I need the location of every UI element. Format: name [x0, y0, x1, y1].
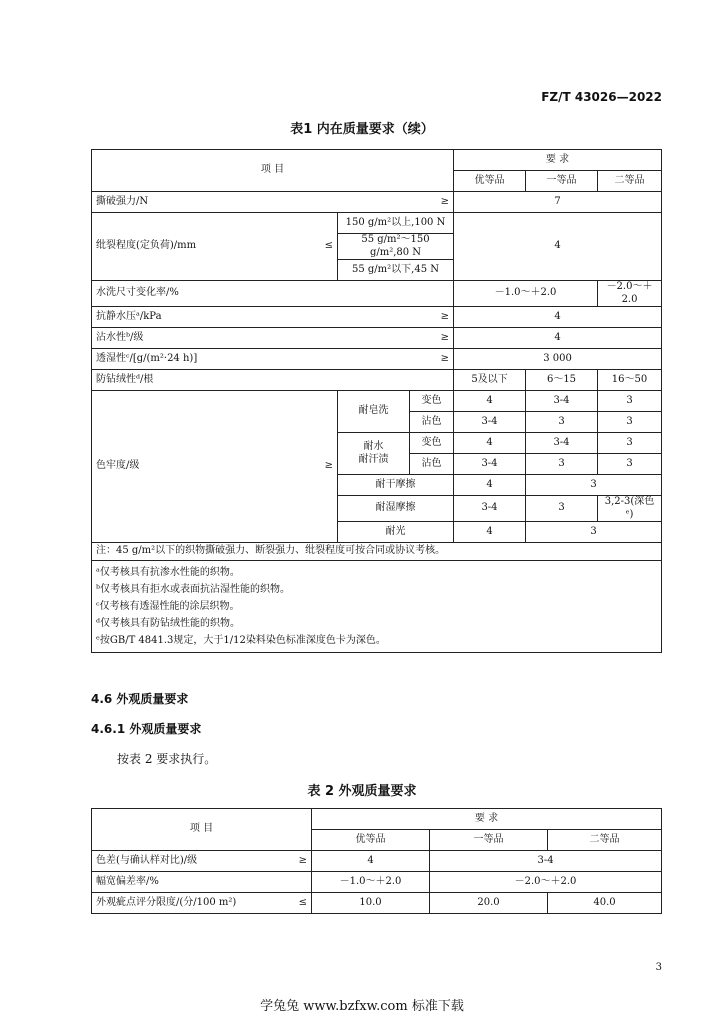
- row-value: 4: [454, 433, 526, 454]
- row-label: 沾水性ᵇ/级: [96, 331, 144, 343]
- row-label: 幅宽偏差率/%: [92, 872, 312, 893]
- footnote-c: ᶜ仅考核有透湿性能的涂层织物。: [96, 601, 240, 612]
- table1-grade-second: 二等品: [598, 171, 662, 192]
- seam-sub-condition: 150 g/m²以上,100 N: [338, 213, 454, 234]
- row-value: 3: [598, 391, 662, 412]
- row-value: 3: [526, 412, 598, 433]
- row-symbol: ≥: [324, 460, 333, 472]
- row-value: 20.0: [430, 893, 548, 914]
- row-value: 4: [454, 213, 662, 281]
- row-value: 3: [598, 454, 662, 475]
- table2-grade-second: 二等品: [548, 830, 662, 851]
- row-label: 水洗尺寸变化率/%: [92, 281, 454, 307]
- row-value: －2.0～＋2.0: [598, 281, 662, 307]
- row-value: 3: [598, 412, 662, 433]
- row-value: －2.0～＋2.0: [430, 872, 662, 893]
- row-value: 3: [526, 496, 598, 522]
- table2-grade-premium: 优等品: [312, 830, 430, 851]
- section-heading-4-6-1: 4.6.1 外观质量要求: [91, 722, 202, 736]
- table-row: [92, 893, 662, 914]
- row-value: 7: [454, 192, 662, 213]
- footnote-e: ᵉ按GB/T 4841.3规定，大于1/12染料染色标准深度色卡为深色。: [96, 635, 386, 646]
- table-row: [92, 328, 662, 349]
- table1-header-requirement: 要 求: [454, 150, 662, 171]
- row-label: 抗静水压ᵃ/kPa: [96, 310, 162, 322]
- row-symbol: ≥: [440, 331, 449, 343]
- row-value: 10.0: [312, 893, 430, 914]
- row-value: 3: [526, 522, 662, 543]
- test-water: 耐水: [363, 441, 384, 452]
- row-symbol: ≥: [440, 352, 449, 364]
- row-value: 40.0: [548, 893, 662, 914]
- section-paragraph: 按表 2 要求执行。: [117, 752, 217, 766]
- table-note: 注：45 g/m²以下的织物撕破强力、断裂强力、纰裂程度可按合同或协议考核。: [92, 543, 662, 561]
- table2: [91, 808, 662, 914]
- row-label: 纰裂程度(定负荷)/mm: [96, 240, 197, 252]
- table-row: [92, 307, 662, 328]
- table1-header-item: 项 目: [92, 150, 454, 192]
- test-change: 变色: [410, 433, 454, 454]
- table-row: [92, 391, 662, 412]
- footnote-a: ᵃ仅考核具有抗渗水性能的织物。: [96, 567, 240, 578]
- section-heading-4-6: 4.6 外观质量要求: [91, 692, 189, 706]
- row-value: －1.0～＋2.0: [454, 281, 598, 307]
- row-value: 16～50: [598, 370, 662, 391]
- row-label: 透湿性ᶜ/[g/(m²·24 h)]: [96, 352, 198, 364]
- table-row: [92, 281, 662, 307]
- row-value: 3-4: [430, 851, 662, 872]
- table1: [91, 149, 662, 653]
- row-value: －1.0～＋2.0: [312, 872, 430, 893]
- row-value: 3-4: [454, 454, 526, 475]
- row-value: 3: [598, 433, 662, 454]
- seam-sub-condition: 55 g/m²以下,45 N: [338, 260, 454, 281]
- footnote-b: ᵇ仅考核具有拒水或表面抗沾湿性能的织物。: [96, 584, 290, 595]
- table-row: [92, 213, 662, 234]
- test-light: 耐光: [338, 522, 454, 543]
- table-row: [92, 370, 662, 391]
- footnote-d: ᵈ仅考核具有防钻绒性能的织物。: [96, 618, 240, 629]
- row-value: 3,2-3(深色ᵉ): [598, 496, 662, 522]
- table-row: [92, 349, 662, 370]
- test-water-sweat: [338, 433, 410, 475]
- row-label: 色牢度/级: [96, 460, 140, 472]
- footer-watermark-link[interactable]: 学兔兔 www.bzfxw.com 标准下载: [260, 999, 464, 1014]
- row-value: 3-4: [526, 391, 598, 412]
- test-soap-wash: 耐皂洗: [338, 391, 410, 433]
- row-value: 3 000: [454, 349, 662, 370]
- table2-grade-first: 一等品: [430, 830, 548, 851]
- row-symbol: ≥: [440, 195, 449, 207]
- table-row: [92, 851, 662, 872]
- row-symbol: ≥: [298, 854, 307, 866]
- table1-caption: 表1 内在质量要求（续）: [290, 122, 434, 137]
- table1-grade-first: 一等品: [526, 171, 598, 192]
- document-code: FZ/T 43026—2022: [541, 90, 662, 104]
- test-wet-rub: 耐湿摩擦: [338, 496, 454, 522]
- table2-caption: 表 2 外观质量要求: [307, 784, 417, 799]
- row-value: 3-4: [526, 433, 598, 454]
- table1-grade-premium: 优等品: [454, 171, 526, 192]
- row-value: 3: [526, 454, 598, 475]
- table-row: [92, 872, 662, 893]
- table2-header-item: 项 目: [92, 809, 312, 851]
- row-symbol: ≥: [440, 310, 449, 322]
- table2-header-requirement: 要 求: [312, 809, 662, 830]
- page-number: 3: [655, 962, 662, 973]
- row-label: 防钻绒性ᵈ/根: [92, 370, 454, 391]
- row-label: 撕破强力/N: [96, 195, 149, 207]
- row-label: 外观疵点评分限度/(分/100 m²): [96, 896, 237, 908]
- row-value: 4: [454, 391, 526, 412]
- row-value: 6～15: [526, 370, 598, 391]
- row-value: 4: [454, 475, 526, 496]
- row-value: 3: [526, 475, 662, 496]
- row-value: 4: [312, 851, 430, 872]
- row-symbol: ≤: [298, 896, 307, 908]
- row-value: 4: [454, 307, 662, 328]
- test-sweat: 耐汗渍: [358, 453, 389, 465]
- row-value: 5及以下: [454, 370, 526, 391]
- row-value: 3-4: [454, 412, 526, 433]
- test-stain: 沾色: [410, 454, 454, 475]
- row-label: 色差(与确认样对比)/级: [96, 854, 198, 866]
- row-value: 3-4: [454, 496, 526, 522]
- table-row: [92, 192, 662, 213]
- test-stain: 沾色: [410, 412, 454, 433]
- row-value: 4: [454, 328, 662, 349]
- test-change: 变色: [410, 391, 454, 412]
- row-value: 4: [454, 522, 526, 543]
- row-symbol: ≤: [324, 240, 333, 252]
- test-dry-rub: 耐干摩擦: [338, 475, 454, 496]
- seam-sub-condition: 55 g/m²～150 g/m²,80 N: [338, 234, 454, 260]
